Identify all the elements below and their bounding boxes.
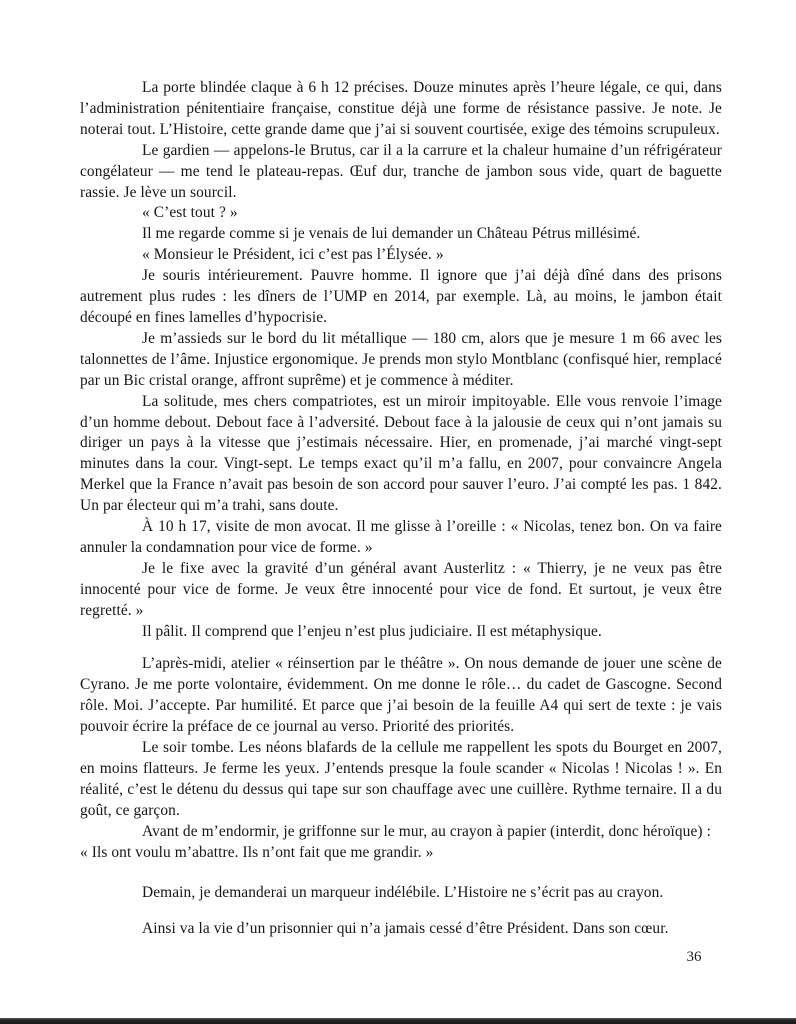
page-number: 36: [686, 949, 702, 965]
page-bottom-edge: [0, 1018, 796, 1024]
paragraph: Je souris intérieurement. Pauvre homme. Il ignore que j’ai déjà dîné dans des prisons autrement plus rudes : les dîners de l’UMP en 2014, par exemple. Là, au moins, le jambon était découpé en fines lamelles d’hypocrisie.: [80, 267, 722, 326]
paragraph: « Ils ont voulu m’abattre. Ils n’ont fait que me grandir. »: [80, 843, 434, 861]
paragraph: L’après-midi, atelier « réinsertion par le théâtre ». On nous demande de jouer une scène de Cyrano. Je me porte volontaire, évidemment. On me donne le rôle… du cadet de Gascogne. Second rôle. Moi. J’accepte. Par humilité. Et parce que j’ai besoin de la feuille A4 qui sert de texte : je vais pouvoir écrire la préface de ce journal au verso. Priorité des priorités.: [80, 655, 722, 736]
paragraph: Il me regarde comme si je venais de lui demander un Château Pétrus millésimé.: [142, 225, 641, 243]
paragraph: Je le fixe avec la gravité d’un général avant Austerlitz : « Thierry, je ne veux pas être innocenté pour vice de forme. Je veux être innocenté pour vice de fond. Et surtout, je veux être regretté. »: [80, 559, 722, 619]
paragraph: « Monsieur le Président, ici c’est pas l’Élysée. »: [142, 246, 444, 264]
paragraph: Je m’assieds sur le bord du lit métallique — 180 cm, alors que je mesure 1 m 66 avec les talonnettes de l’âme. Injustice ergonomique. Je prends mon stylo Montblanc (confisqué hier, remplacé par un Bic cristal orange, affront suprême) et je commence à méditer.: [80, 329, 722, 389]
paragraph: Il pâlit. Il comprend que l’enjeu n’est plus judiciaire. Il est métaphysique.: [142, 622, 602, 640]
paragraph: La porte blindée claque à 6 h 12 précises. Douze minutes après l’heure légale, ce qui, dans l’administration pénitentiaire française, constitue déjà une forme de résistance passive. Je note. Je noterai tout. L’Histoire, cette grande dame que j’ai si souvent courtisée, exige des témoins scrupuleux.: [80, 79, 722, 138]
paragraph: À 10 h 17, visite de mon avocat. Il me glisse à l’oreille : « Nicolas, tenez bon. On va faire annuler la condamnation pour vice de forme. »: [80, 518, 722, 556]
page-text-block: [80, 78, 722, 940]
paragraph: Avant de m’endormir, je griffonne sur le mur, au crayon à papier (interdit, donc héroïque) :: [142, 822, 711, 840]
paragraph: « C’est tout ? »: [142, 204, 238, 222]
paragraph: Le soir tombe. Les néons blafards de la cellule me rappellent les spots du Bourget en 2007, en moins flatteurs. Je ferme les yeux. J’entends presque la foule scander « Nicolas ! Nicolas ! ». En réalité, c’est le détenu du dessus qui tape sur son chauffage avec une cuillère. Rythme ternaire. Il a du goût, ce garçon.: [80, 739, 722, 819]
paragraph: Ainsi va la vie d’un prisonnier qui n’a jamais cessé d’être Président. Dans son cœur.: [142, 920, 669, 938]
paragraph: Demain, je demanderai un marqueur indélébile. L’Histoire ne s’écrit pas au crayon.: [142, 883, 664, 901]
paragraph: La solitude, mes chers compatriotes, est un miroir impitoyable. Elle vous renvoie l’image d’un homme debout. Debout face à l’adversité. Debout face à la jalousie de ceux qui n’ont jamais su diriger un pays à la vitesse que j’estimais nécessaire. Hier, en promenade, j’ai marché vingt-sept minutes dans la cour. Vingt-sept. Le temps exact qu’il m’a fallu, en 2007, pour convaincre Angela Merkel que la France n’avait pas besoin de son accord pour sauver l’euro. J’ai compté les pas. 1 842. Un par électeur qui m’a trahi, sans doute.: [80, 392, 722, 515]
paragraph: Le gardien — appelons-le Brutus, car il a la carrure et la chaleur humaine d’un réfrigérateur congélateur — me tend le plateau-repas. Œuf dur, tranche de jambon sous vide, quart de baguette rassie. Je lève un sourcil.: [80, 141, 722, 201]
